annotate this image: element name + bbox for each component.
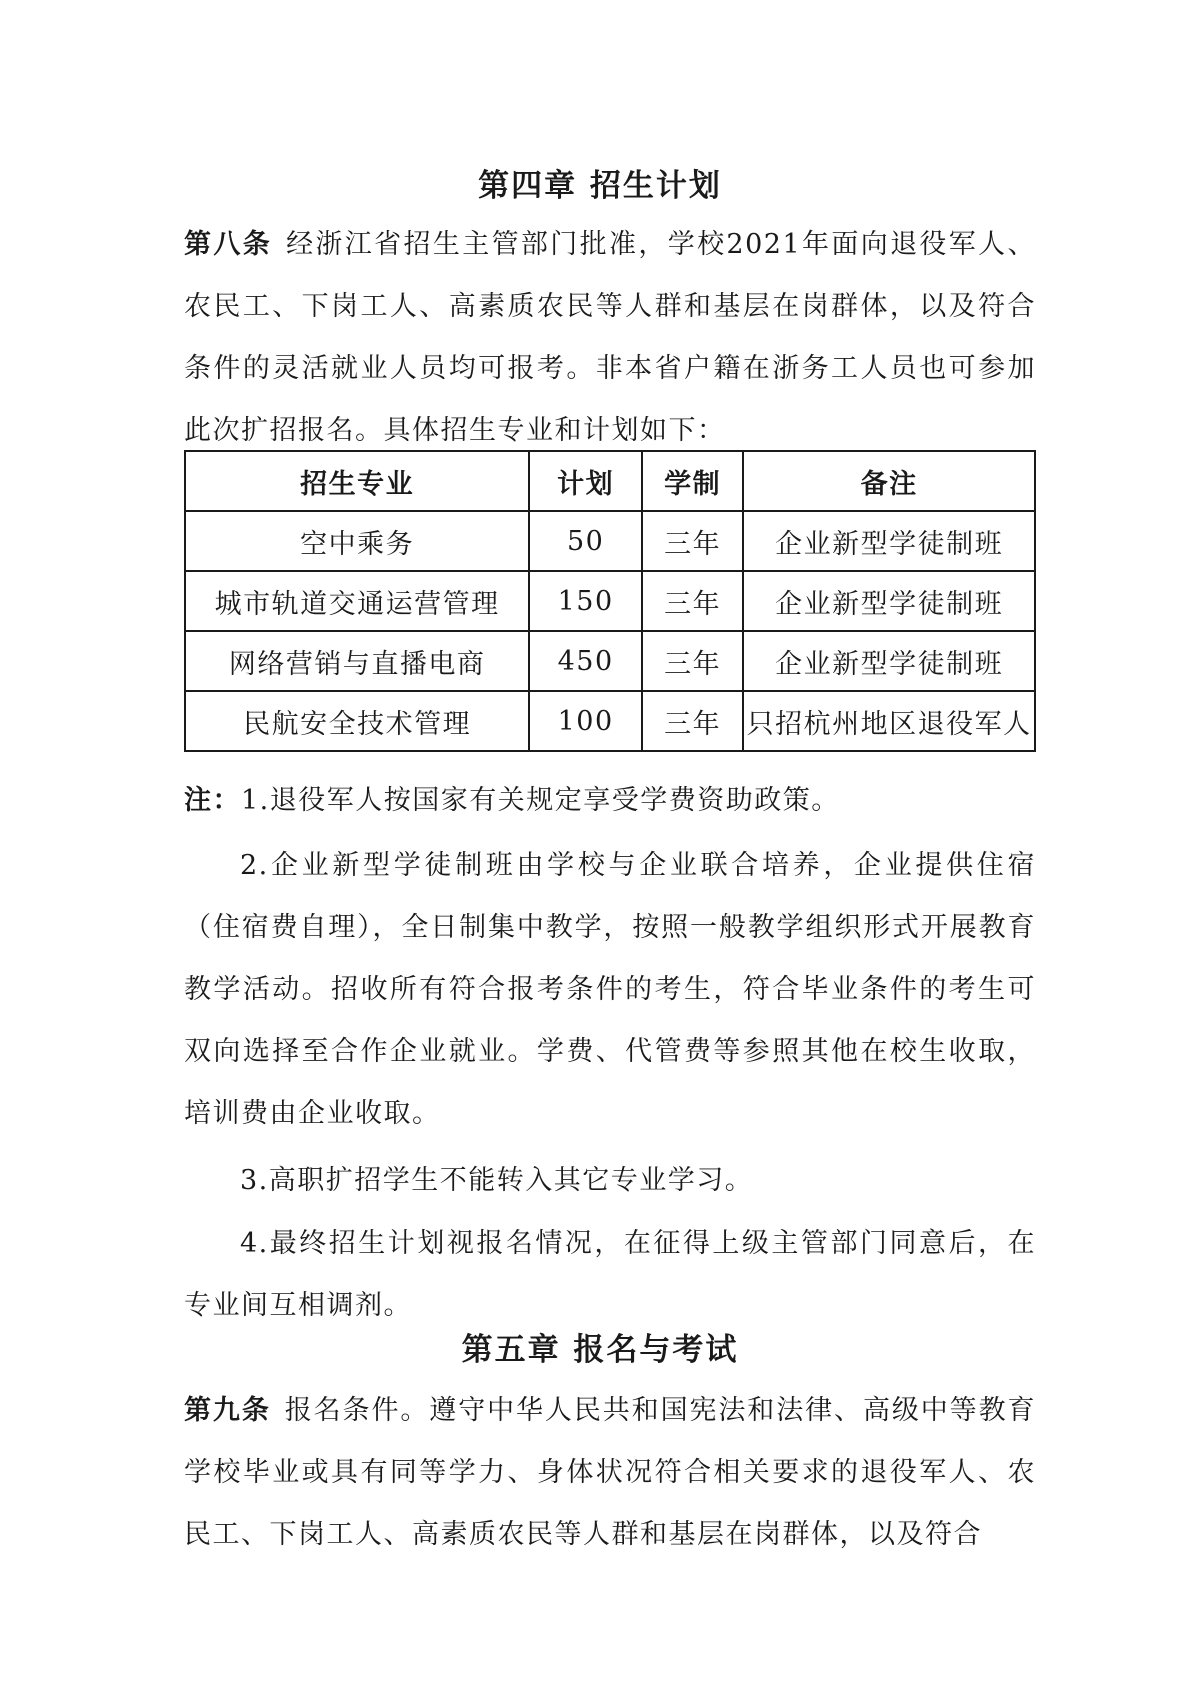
- cell-years: 三年: [642, 571, 743, 631]
- chapter-4-title: 第四章 招生计划: [478, 168, 722, 204]
- table-row: [185, 691, 1035, 751]
- cell-plan: 100: [529, 691, 642, 751]
- note-4: 4.最终招生计划视报名情况，在征得上级主管部门同意后，在专业间互相调剂。: [184, 1228, 1036, 1321]
- cell-note: 企业新型学徒制班: [743, 571, 1035, 631]
- note-1-text: 1.退役军人按国家有关规定享受学费资助政策。: [241, 785, 840, 816]
- note-2: 2.企业新型学徒制班由学校与企业联合培养，企业提供住宿（住宿费自理），全日制集中教学，按照一般教学组织形式开展教育教学活动。招收所有符合报考条件的考生，符合毕业条件的考生可双向选择至合作企业就业。学费、代管费等参照其他在校生收取，培训费由企业收取。: [184, 850, 1036, 1129]
- cell-major: 城市轨道交通运营管理: [185, 571, 529, 631]
- chapter-5-title: 第五章 报名与考试: [461, 1332, 739, 1368]
- cell-note: 只招杭州地区退役军人: [743, 691, 1035, 751]
- enrollment-plan-table: [184, 450, 1036, 752]
- cell-plan: 50: [529, 511, 642, 571]
- note-3: 3.高职扩招学生不能转入其它专业学习。: [240, 1165, 754, 1196]
- cell-years: 三年: [642, 691, 743, 751]
- cell-note: 企业新型学徒制班: [743, 631, 1035, 691]
- cell-plan: 450: [529, 631, 642, 691]
- header-years: 学制: [642, 451, 743, 511]
- cell-note: 企业新型学徒制班: [743, 511, 1035, 571]
- article-8-text: 经浙江省招生主管部门批准，学校2021年面向退役军人、农民工、下岗工人、高素质农民等人群和基层在岗群体，以及符合条件的灵活就业人员均可报考。非本省户籍在浙务工人员也可参加此次扩招报名。具体招生专业和计划如下：: [184, 229, 1037, 446]
- table-row: [185, 571, 1035, 631]
- article-9-text: 报名条件。遵守中华人民共和国宪法和法律、高级中等教育学校毕业或具有同等学力、身体状况符合相关要求的退役军人、农民工、下岗工人、高素质农民等人群和基层在岗群体，以及符合: [184, 1395, 1037, 1550]
- table-header-row: [185, 451, 1035, 511]
- note-label: 注：: [184, 785, 241, 816]
- cell-plan: 150: [529, 571, 642, 631]
- cell-major: 网络营销与直播电商: [185, 631, 529, 691]
- note-1: [184, 770, 1036, 832]
- cell-years: 三年: [642, 631, 743, 691]
- header-plan: 计划: [529, 451, 642, 511]
- cell-major: 民航安全技术管理: [185, 691, 529, 751]
- cell-major: 空中乘务: [185, 511, 529, 571]
- article-8-lead: 第八条: [184, 229, 273, 260]
- article-9-paragraph: [184, 1380, 1036, 1566]
- table-row: [185, 511, 1035, 571]
- cell-years: 三年: [642, 511, 743, 571]
- article-8-paragraph: [184, 214, 1036, 462]
- header-major: 招生专业: [185, 451, 529, 511]
- table-row: [185, 631, 1035, 691]
- header-note: 备注: [743, 451, 1035, 511]
- article-9-lead: 第九条: [184, 1395, 271, 1426]
